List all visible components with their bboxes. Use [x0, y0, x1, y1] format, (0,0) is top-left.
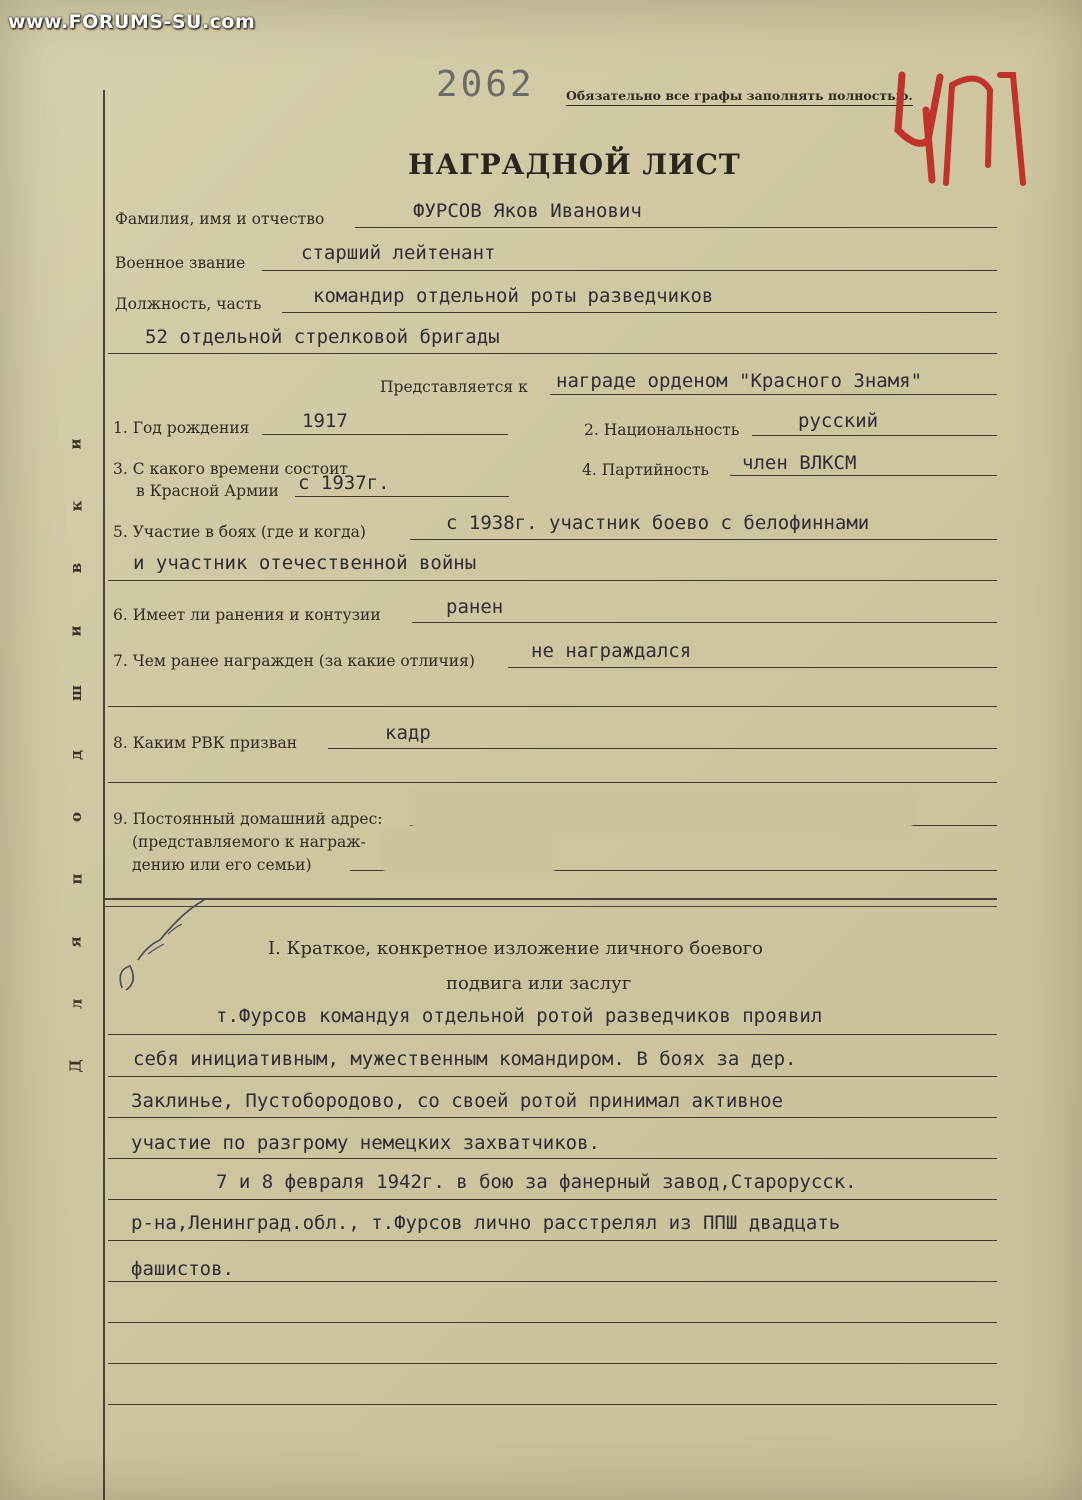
narrative-line: себя инициативным, мужественным командиром. В боях за дер. — [133, 1048, 797, 1070]
birth-label: 1. Год рождения — [113, 419, 250, 437]
text-rule — [108, 1240, 997, 1241]
battles-label: 5. Участие в боях (где и когда) — [113, 523, 366, 541]
section-heading-1: I. Краткое, конкретное изложение личного боевого — [268, 938, 763, 959]
narrative-line: т.Фурсов командуя отдельной ротой разведчиков проявил — [216, 1005, 823, 1027]
name-rule — [355, 227, 997, 228]
address-redaction — [412, 790, 912, 834]
side-letter: в — [67, 563, 85, 574]
text-rule — [108, 1076, 997, 1077]
awards-rule — [508, 667, 997, 668]
rank-rule — [262, 270, 997, 271]
left-margin-line — [103, 90, 105, 1500]
awards-rule-2 — [108, 706, 997, 707]
side-letter: ш — [67, 684, 85, 701]
position-value-2: 52 отдельной стрелковой бригады — [145, 326, 500, 348]
army-label-1: 3. С какого времени состоит — [113, 460, 348, 478]
side-letter: д — [67, 749, 85, 760]
side-letter: Д — [67, 1059, 85, 1073]
text-rule — [108, 1117, 997, 1118]
address-label-1: 9. Постоянный домашний адрес: — [113, 810, 383, 828]
position-rule-2 — [108, 353, 997, 354]
text-rule — [108, 1404, 997, 1405]
party-label: 4. Партийность — [582, 461, 709, 479]
text-rule — [108, 1281, 997, 1282]
side-letter: к — [67, 500, 85, 512]
awards-label: 7. Чем ранее награжден (за какие отличия) — [113, 652, 475, 670]
rvk-rule-2 — [108, 782, 997, 783]
text-rule — [108, 1158, 997, 1159]
text-rule — [108, 1034, 997, 1035]
address-redaction-2 — [384, 832, 554, 876]
side-letter: о — [66, 812, 85, 823]
side-letter: л — [66, 998, 85, 1009]
rvk-label: 8. Каким РВК призван — [113, 734, 298, 752]
army-value: с 1937г. — [298, 472, 390, 494]
battles-value-1: с 1938г. участник боево с белофиннами — [446, 512, 870, 534]
presented-label: Представляется к — [380, 378, 528, 396]
party-value: член ВЛКСМ — [742, 452, 857, 474]
section-divider — [104, 898, 997, 907]
army-rule — [295, 496, 509, 497]
text-rule — [108, 1199, 997, 1200]
narrative-line: фашистов. — [131, 1258, 234, 1280]
section-heading-2: подвига или заслуг — [446, 973, 632, 994]
narrative-line: р-на,Ленинград.обл., т.Фурсов лично расстрелял из ППШ двадцать — [131, 1212, 841, 1234]
red-pencil-mark — [888, 55, 1038, 190]
nationality-rule — [752, 435, 997, 436]
wounds-value: ранен — [446, 596, 504, 618]
presented-value: награде орденом "Красного Знамя" — [556, 370, 923, 392]
watermark-site: www.FORUMS-SU.com — [8, 11, 256, 33]
battles-rule-2 — [108, 580, 997, 581]
name-label: Фамилия, имя и отчество — [115, 210, 325, 228]
side-label — [56, 435, 96, 1075]
wounds-label: 6. Имеет ли ранения и контузии — [113, 606, 381, 624]
narrative-line: Заклинье, Пустобородово, со своей ротой принимал активное — [131, 1090, 784, 1112]
birth-rule — [262, 434, 508, 435]
wounds-rule — [412, 622, 997, 623]
narrative-line: участие по разгрому немецких захватчиков. — [131, 1132, 600, 1154]
position-label: Должность, часть — [115, 295, 262, 313]
document-number: 2062 — [436, 64, 535, 105]
side-letter: п — [66, 873, 85, 885]
side-letter: и — [66, 438, 85, 450]
name-value: ФУРСОВ Яков Иванович — [413, 200, 642, 222]
rank-label: Военное звание — [115, 254, 246, 272]
text-rule — [108, 1363, 997, 1364]
birth-value: 1917 — [302, 410, 348, 432]
battles-value-2: и участник отечественной войны — [133, 552, 477, 574]
fill-instruction: Обязательно все графы заполнять полностью. — [566, 88, 913, 106]
text-rule — [108, 1322, 997, 1323]
narrative-line: 7 и 8 февраля 1942г. в бою за фанерный завод,Старорусск. — [216, 1171, 857, 1193]
party-rule — [730, 475, 997, 476]
army-label-2: в Красной Армии — [136, 482, 279, 500]
address-label-3: дению или его семьи) — [132, 856, 312, 874]
nationality-label: 2. Национальность — [584, 421, 740, 439]
rvk-rule — [328, 748, 997, 749]
rvk-value: кадр — [385, 722, 431, 744]
battles-rule — [410, 539, 997, 540]
awards-value: не награждался — [531, 640, 692, 662]
presented-rule — [550, 394, 997, 395]
side-letter: я — [67, 935, 85, 948]
handwritten-signature — [108, 890, 218, 1000]
nationality-value: русский — [798, 410, 879, 432]
address-label-2: (представляемого к награж- — [132, 833, 366, 851]
side-letter: и — [66, 624, 85, 637]
position-rule — [282, 312, 997, 313]
page-title: НАГРАДНОЙ ЛИСТ — [408, 148, 741, 181]
position-value-1: командир отдельной роты разведчиков — [313, 285, 714, 307]
rank-value: старший лейтенант — [301, 242, 496, 264]
